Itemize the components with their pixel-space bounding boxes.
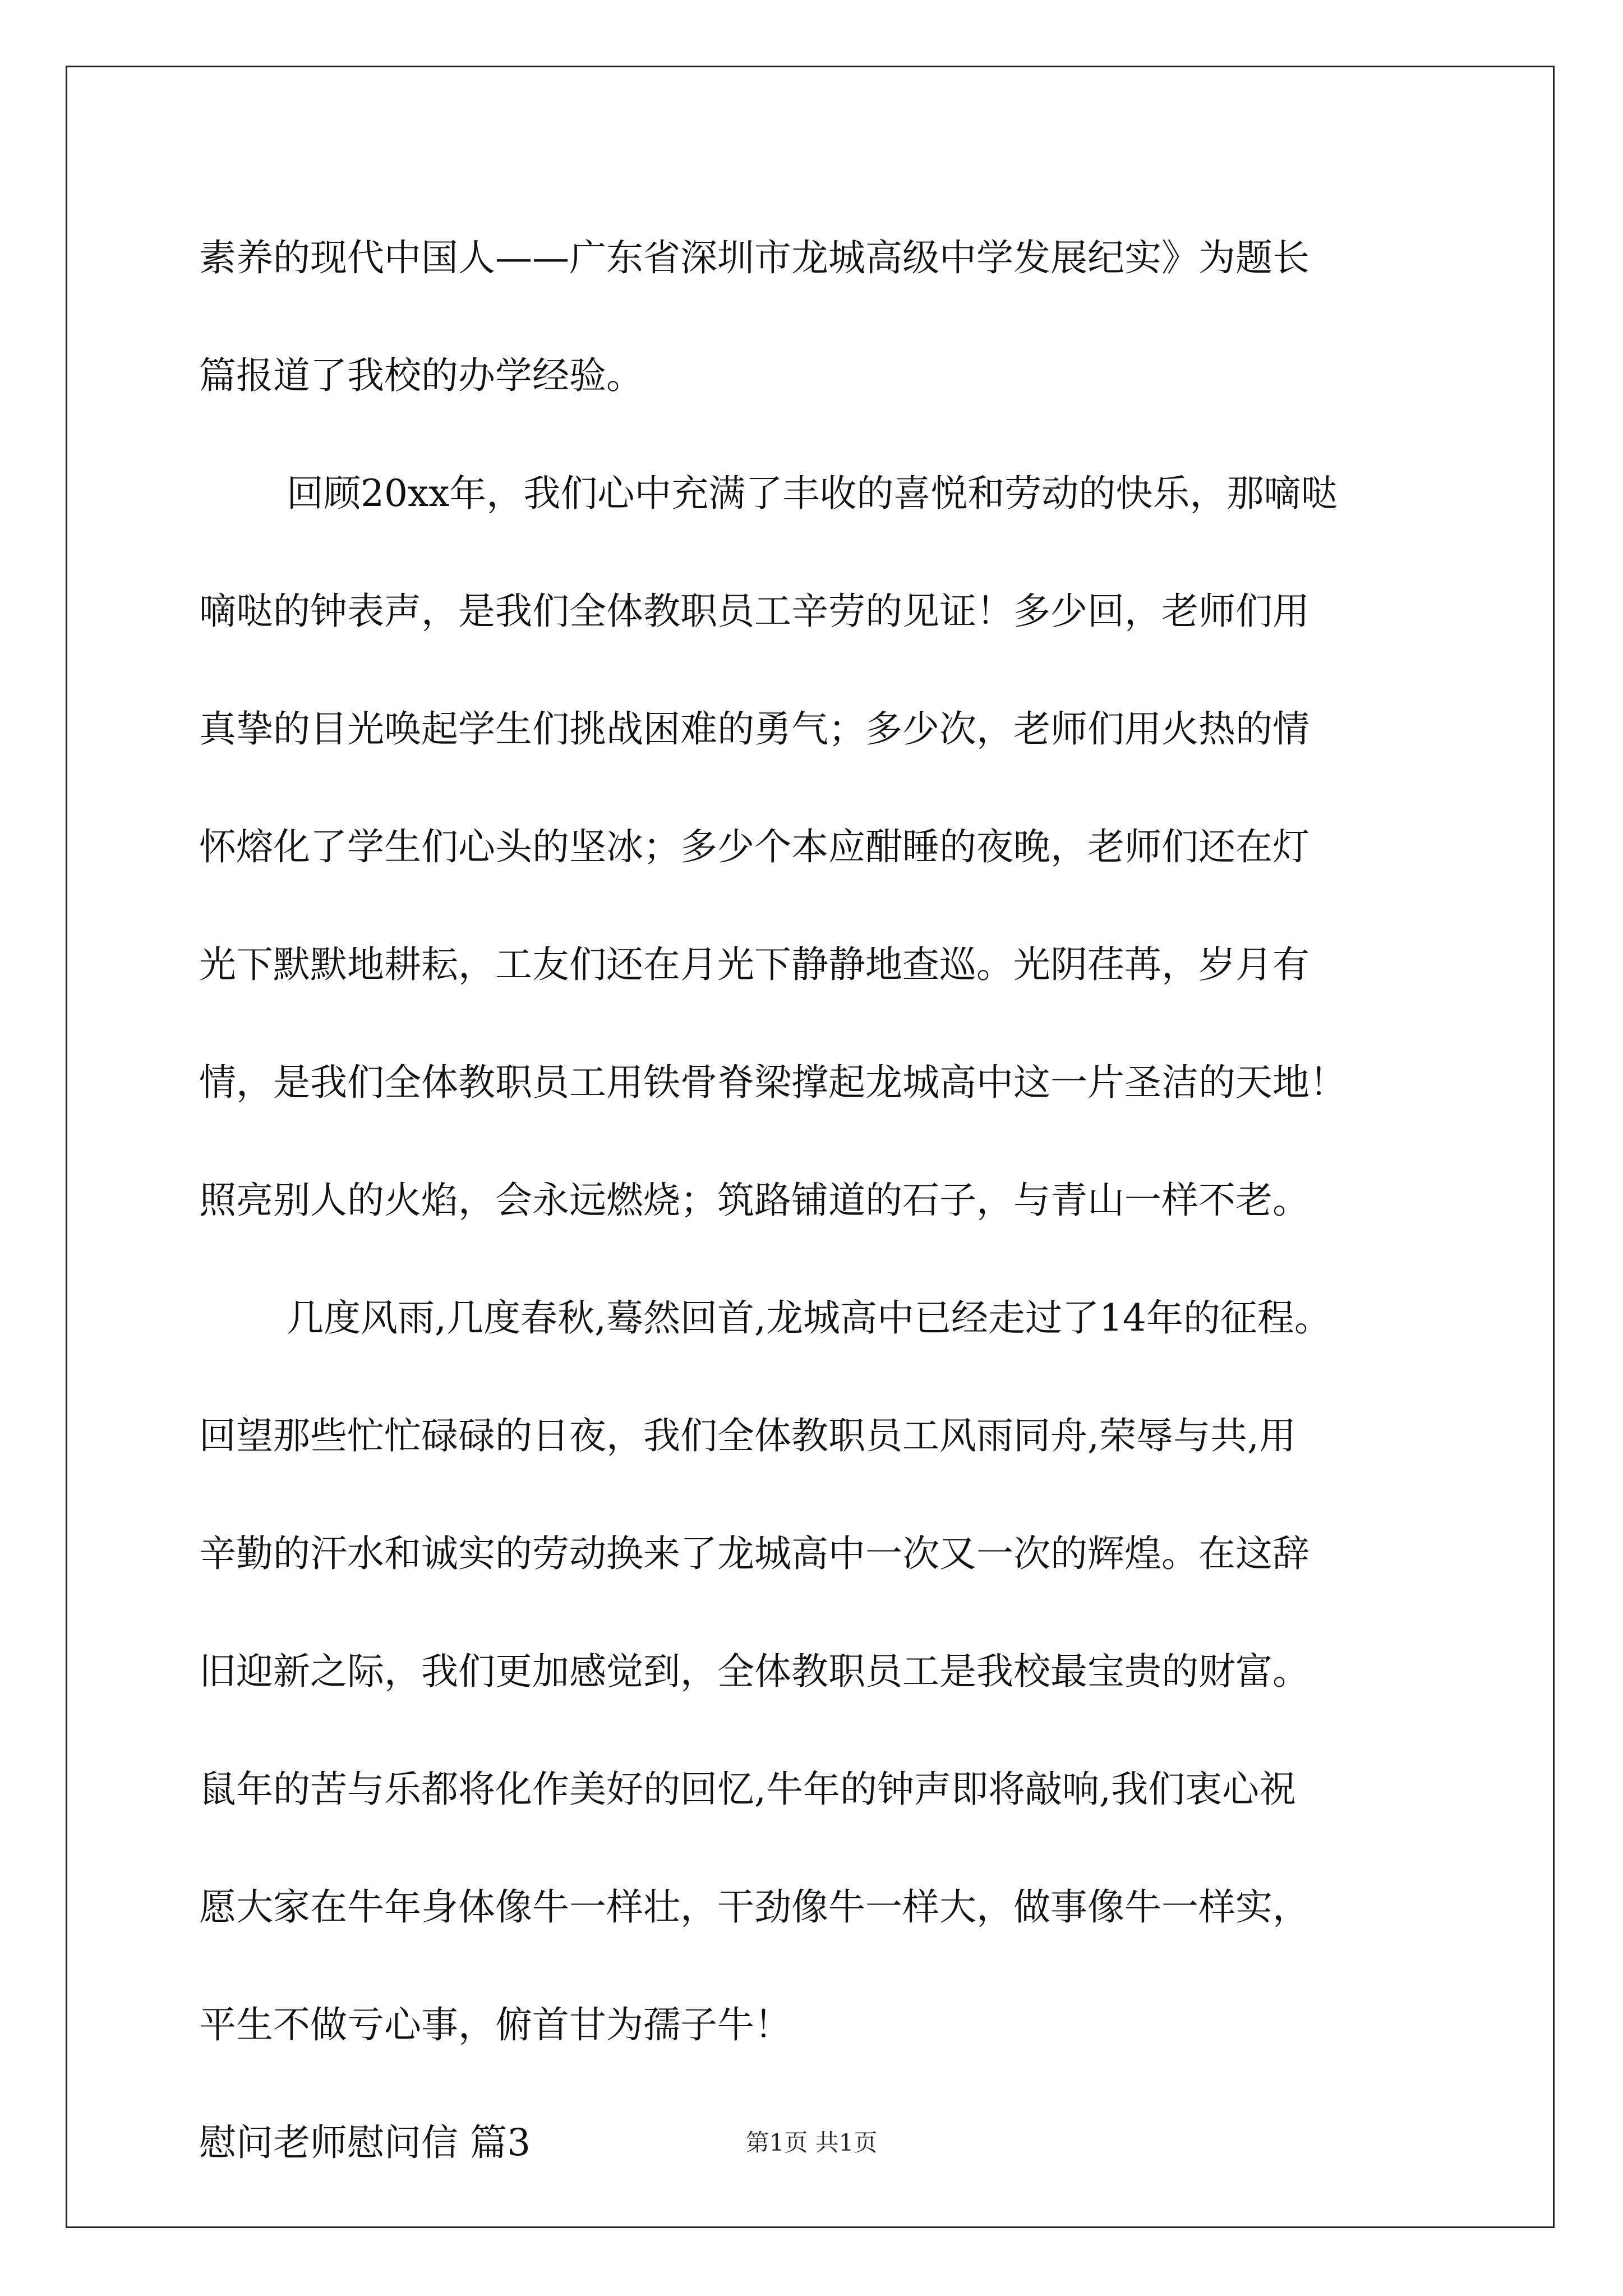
text-line: 光下默默地耕耘，工友们还在月光下静静地查巡。光阴荏苒，岁月有 [199,943,1310,986]
page-number-footer: 第1页 共1页 [745,2129,878,2156]
text-line: 篇报道了我校的办学经验。 [199,354,643,397]
text-line: 真挚的目光唤起学生们挑战困难的勇气；多少次，老师们用火热的情 [199,707,1310,751]
text-line: 鼠年的苦与乐都将化作美好的回忆,牛年的钟声即将敲响,我们衷心祝 [199,1768,1296,1811]
text-line: 嘀哒的钟表声，是我们全体教职员工辛劳的见证！多少回，老师们用 [199,590,1310,633]
document-body [199,199,1433,2202]
text-line: 素养的现代中国人——广东省深圳市龙城高级中学发展纪实》为题长 [199,236,1310,279]
text-line: 辛勤的汗水和诚实的劳动换来了龙城高中一次又一次的辉煌。在这辞 [199,1532,1310,1575]
text-line: 旧迎新之际，我们更加感觉到，全体教职员工是我校最宝贵的财富。 [199,1650,1310,1693]
text-line: 平生不做亏心事，俯首甘为孺子牛！ [199,2003,791,2046]
text-line: 回望那些忙忙碌碌的日夜，我们全体教职员工风雨同舟,荣辱与共,用 [199,1414,1296,1457]
section-heading: 慰问老师慰问信 篇3 [199,2121,531,2164]
paragraph-start-line: 几度风雨,几度春秋,蓦然回首,龙城高中已经走过了14年的征程。 [287,1296,1331,1340]
text-line: 情，是我们全体教职员工用铁骨脊梁撑起龙城高中这一片圣洁的天地！ [199,1061,1347,1104]
text-line: 照亮别人的火焰，会永远燃烧；筑路铺道的石子，与青山一样不老。 [199,1179,1310,1222]
text-line: 愿大家在牛年身体像牛一样壮，干劲像牛一样大，做事像牛一样实， [199,1885,1310,1929]
text-line: 怀熔化了学生们心头的坚冰；多少个本应酣睡的夜晚，老师们还在灯 [199,825,1310,868]
paragraph-start-line: 回顾20xx年，我们心中充满了丰收的喜悦和劳动的快乐，那嘀哒 [287,472,1338,515]
